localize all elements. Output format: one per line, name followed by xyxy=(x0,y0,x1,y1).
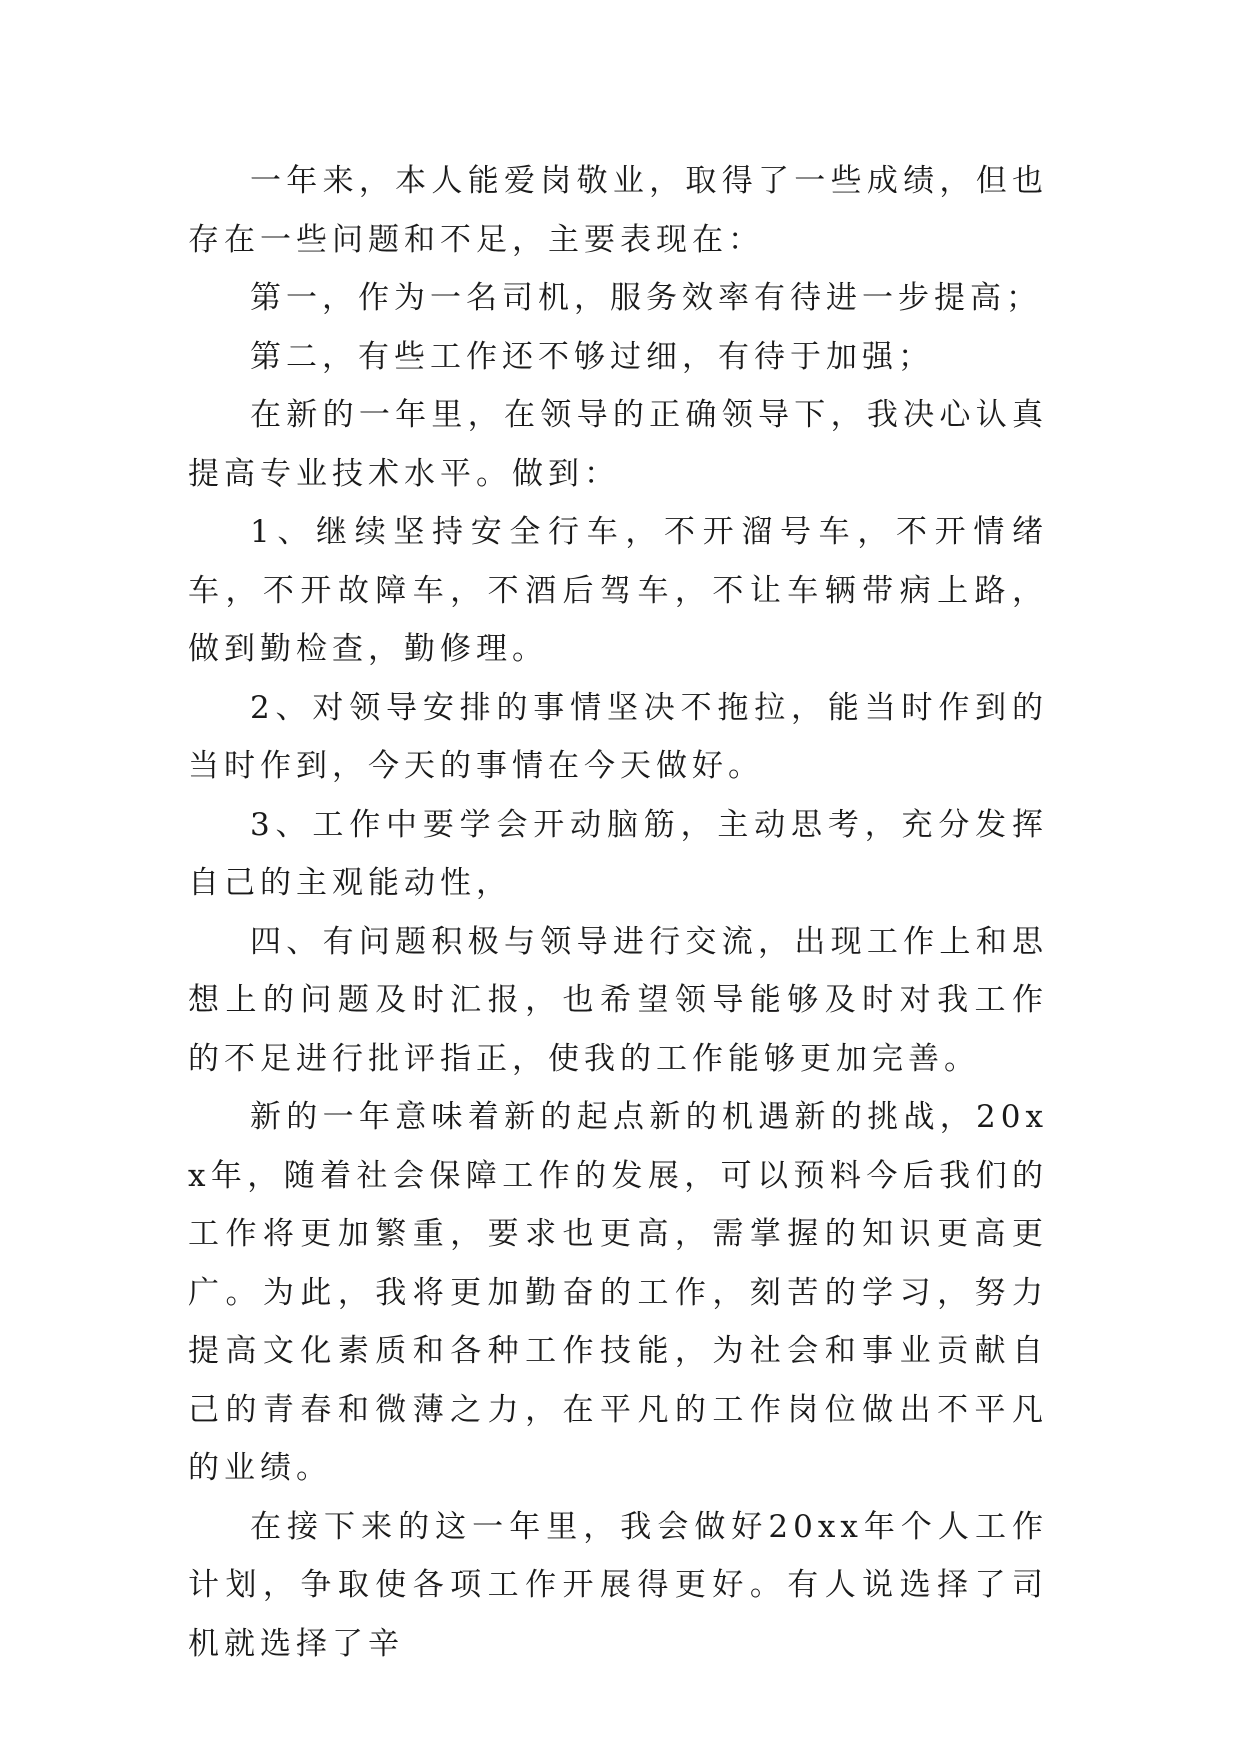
paragraph: 2、对领导安排的事情坚决不拖拉，能当时作到的当时作到，今天的事情在今天做好。 xyxy=(188,689,1048,784)
paragraph: 1、继续坚持安全行车，不开溜号车，不开情绪车，不开故障车，不酒后驾车，不让车辆带病上路，做到勤检查，勤修理。 xyxy=(188,514,1048,667)
paragraph: 在新的一年里，在领导的正确领导下，我决心认真提高专业技术水平。做到： xyxy=(188,397,1048,492)
paragraph: 四、有问题积极与领导进行交流，出现工作上和思想上的问题及时汇报，也希望领导能够及时对我工作的不足进行批评指正，使我的工作能够更加完善。 xyxy=(188,923,1048,1077)
paragraph: 第二，有些工作还不够过细，有待于加强； xyxy=(250,338,934,375)
paragraph: 在接下来的这一年里，我会做好20xx年个人工作计划，争取使各项工作开展得更好。有人说选择了司机就选择了辛 xyxy=(188,1508,1048,1662)
paragraph: 第一，作为一名司机，服务效率有待进一步提高； xyxy=(250,280,1042,316)
paragraph: 一年来，本人能爱岗敬业，取得了一些成绩，但也存在一些问题和不足，主要表现在： xyxy=(188,163,1048,258)
document-body xyxy=(188,152,1048,1673)
paragraph: 3、工作中要学会开动脑筋，主动思考，充分发挥自己的主观能动性， xyxy=(188,806,1048,901)
paragraph: 新的一年意味着新的起点新的机遇新的挑战，20xx年，随着社会保障工作的发展，可以预料今后我们的工作将更加繁重，要求也更高，需掌握的知识更高更广。为此，我将更加勤奋的工作，刻苦的学习，努力提高文化素质和各种工作技能，为社会和事业贡献自己的青春和微薄之力，在平凡的工作岗位做出不平凡的业绩。 xyxy=(188,1099,1048,1486)
